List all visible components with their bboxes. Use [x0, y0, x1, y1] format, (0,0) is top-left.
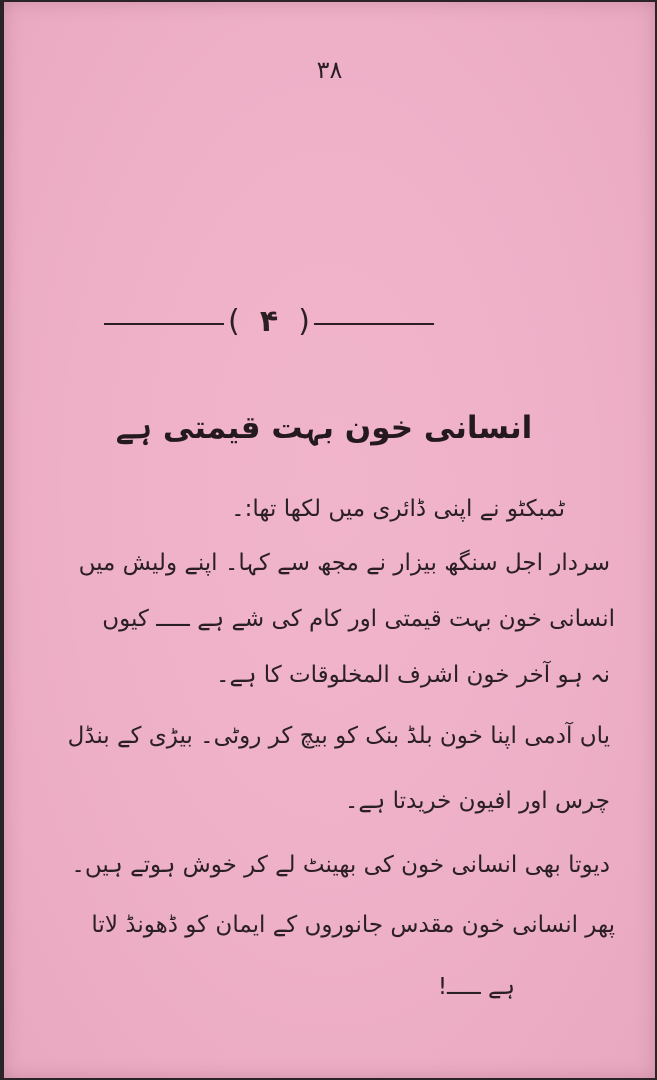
text-line: پھر انسانی خون مقدس جانوروں کے ایمان کو ڈھونڈ لاتا	[91, 912, 615, 938]
text-line: یاں آدمی اپنا خون بلڈ بنک کو بیچ کر روٹی۔ بیڑی کے بنڈل	[67, 723, 610, 749]
text-line: دیوتا بھی انسانی خون کی بھینٹ لے کر خوش ہوتے ہیں۔	[71, 852, 610, 878]
chapter-heading-ornament	[104, 302, 434, 346]
text-line: ٹمبکٹو نے اپنی ڈائری میں لکھا تھا:۔	[231, 496, 565, 522]
text-line: سردار اجل سنگھ بیزار نے مجھ سے کہا۔ اپنے ولیش میں	[78, 550, 610, 576]
text-line: نہ ہو آخر خون اشرف المخلوقات کا ہے۔	[216, 662, 610, 688]
page-number: ۳۸	[316, 56, 343, 84]
chapter-title: انسانی خون بہت قیمتی ہے	[115, 410, 533, 446]
ornament-paren-left: (	[228, 304, 240, 339]
ornament-rule-right	[314, 323, 434, 325]
ornament-rule-left	[104, 323, 224, 325]
text-line: انسانی خون بہت قیمتی اور کام کی شے ہے ـــــ کیوں	[102, 606, 615, 632]
book-page	[4, 2, 655, 1078]
text-line: ہے ـــــ!	[437, 974, 515, 1000]
text-line: چرس اور افیون خریدتا ہے۔	[344, 788, 610, 814]
ornament-paren-right: )	[298, 304, 310, 339]
chapter-number: ۴	[259, 304, 279, 339]
